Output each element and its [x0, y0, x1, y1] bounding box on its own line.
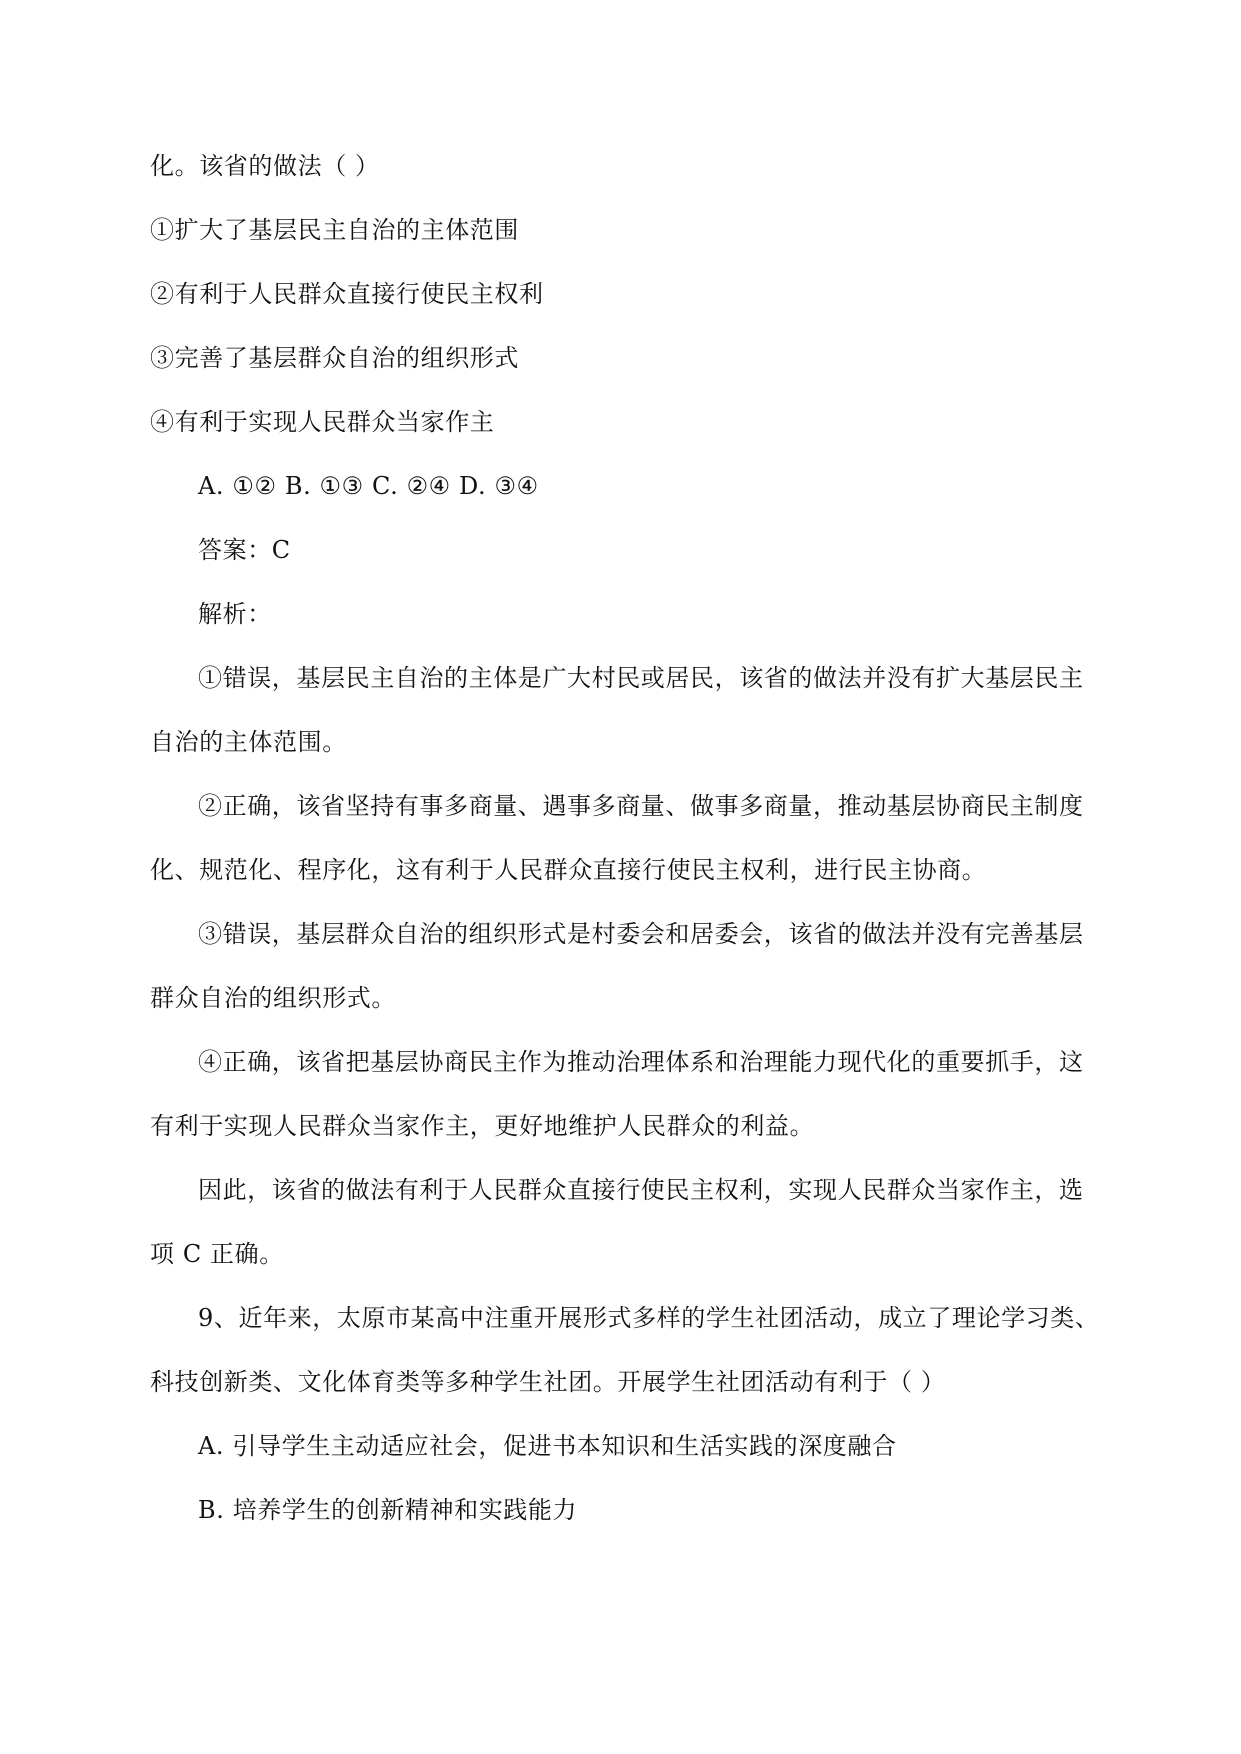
question-9-stem-cont: 科技创新类、文化体育类等多种学生社团。开展学生社团活动有利于（ ） — [150, 1368, 946, 1396]
question-9-option-a: A. 引导学生主动适应社会，促进书本知识和生活实践的深度融合 — [198, 1432, 897, 1460]
answer-line: 答案：C — [198, 536, 291, 564]
conclusion-paragraph-cont: 项 C 正确。 — [150, 1240, 284, 1268]
statement-2: ②有利于人民群众直接行使民主权利 — [150, 280, 544, 308]
analysis-paragraph-1: ①错误，基层民主自治的主体是广大村民或居民，该省的做法并没有扩大基层民主 — [198, 664, 1084, 692]
analysis-paragraph-4: ④正确，该省把基层协商民主作为推动治理体系和治理能力现代化的重要抓手，这 — [198, 1048, 1084, 1076]
analysis-paragraph-4-cont: 有利于实现人民群众当家作主，更好地维护人民群众的利益。 — [150, 1112, 815, 1140]
question-9-stem: 9、近年来，太原市某高中注重开展形式多样的学生社团活动，成立了理论学习类、 — [198, 1304, 1100, 1332]
analysis-paragraph-3: ③错误，基层群众自治的组织形式是村委会和居委会，该省的做法并没有完善基层 — [198, 920, 1084, 948]
analysis-heading: 解析： — [198, 600, 272, 628]
statement-1: ①扩大了基层民主自治的主体范围 — [150, 216, 519, 244]
question-9-option-b: B. 培养学生的创新精神和实践能力 — [198, 1496, 578, 1524]
analysis-paragraph-1-cont: 自治的主体范围。 — [150, 728, 347, 756]
conclusion-paragraph: 因此，该省的做法有利于人民群众直接行使民主权利，实现人民群众当家作主，选 — [198, 1176, 1084, 1204]
question-stem-continuation: 化。该省的做法（ ） — [150, 152, 380, 180]
statement-4: ④有利于实现人民群众当家作主 — [150, 408, 495, 436]
statement-3: ③完善了基层群众自治的组织形式 — [150, 344, 519, 372]
analysis-paragraph-2-cont: 化、规范化、程序化，这有利于人民群众直接行使民主权利，进行民主协商。 — [150, 856, 987, 884]
analysis-paragraph-2: ②正确，该省坚持有事多商量、遇事多商量、做事多商量，推动基层协商民主制度 — [198, 792, 1084, 820]
analysis-paragraph-3-cont: 群众自治的组织形式。 — [150, 984, 396, 1012]
answer-options: A. ①② B. ①③ C. ②④ D. ③④ — [198, 472, 539, 500]
